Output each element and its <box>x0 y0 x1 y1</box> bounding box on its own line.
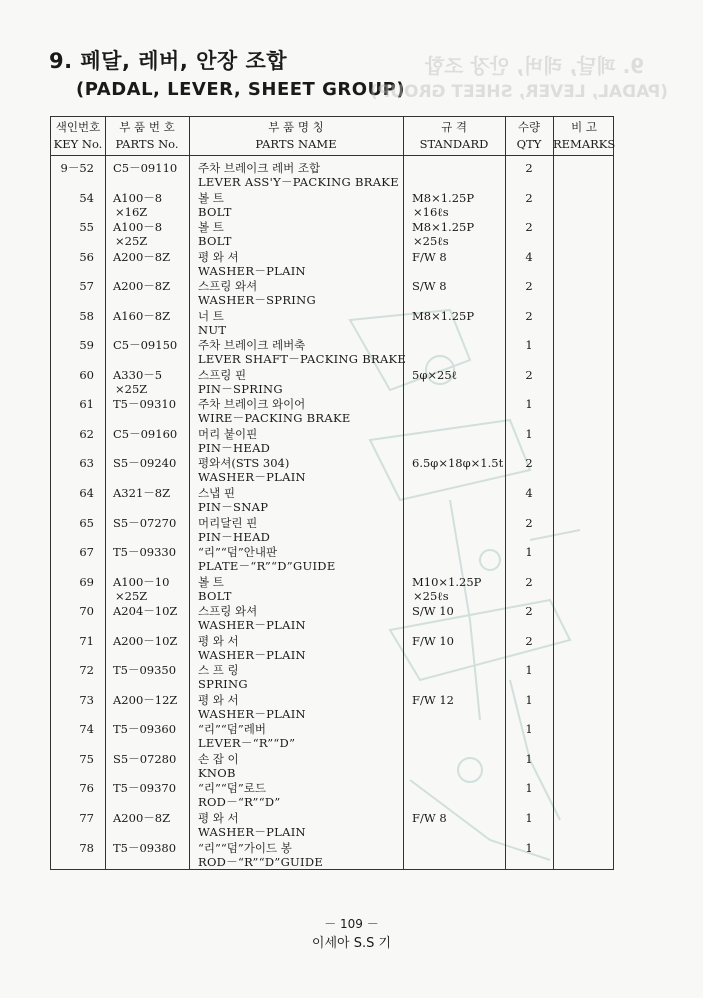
key-no-cell: 59 <box>79 338 94 353</box>
parts-no-suffix-cell: ×25Z <box>115 234 148 249</box>
parts-name-english-cell: BOLT <box>198 204 232 219</box>
table-row <box>51 689 613 719</box>
parts-no-suffix-cell: ×25Z <box>115 588 148 603</box>
key-no-cell: 71 <box>79 633 94 648</box>
table-row <box>51 275 613 308</box>
page-number: － 109 － <box>324 917 379 931</box>
header-key-no: 색인번호 KEY No. <box>53 120 103 151</box>
parts-name-korean-cell: 머리 붙이핀 <box>198 426 258 441</box>
key-no-cell: 74 <box>79 722 94 737</box>
key-no-cell: 73 <box>79 692 94 707</box>
parts-no-cell: A200－8Z <box>113 279 171 294</box>
parts-no-cell: A200－8Z <box>113 811 171 826</box>
parts-name-korean-cell: “리”“덤”가이드 봉 <box>198 840 292 855</box>
key-no-cell: 77 <box>79 811 94 826</box>
parts-no-cell: S5－07270 <box>113 515 177 530</box>
qty-cell: 1 <box>525 338 533 353</box>
parts-name-korean-cell: 평 와 서 <box>198 633 239 648</box>
parts-name-english-cell: PIN－SNAP <box>198 500 269 515</box>
parts-name-english-cell: ROD－“R”“D” <box>198 795 281 810</box>
parts-name-korean-cell: 볼 트 <box>198 220 224 235</box>
standard-cell: F/W 10 <box>412 633 454 648</box>
parts-no-suffix-cell: ×25Z <box>115 381 148 396</box>
bleed-through-subtitle: (PADAL, LEVER, SHEET GROUP) <box>370 82 669 102</box>
parts-no-cell: T5－09370 <box>113 781 177 796</box>
table-row <box>51 630 613 660</box>
parts-no-cell: A321－8Z <box>113 486 171 501</box>
qty-cell: 1 <box>525 545 533 560</box>
parts-no-cell: A330－5 <box>113 367 163 382</box>
table-row <box>51 246 613 276</box>
parts-name-english-cell: BOLT <box>198 234 232 249</box>
key-no-cell: 70 <box>79 604 94 619</box>
table-row <box>51 187 613 217</box>
table-row <box>51 718 613 751</box>
parts-name-korean-cell: 너 트 <box>198 308 224 323</box>
bleed-through-title: 9. 페달, 레버, 안장 조합 <box>425 54 645 78</box>
standard-cell: M8×1.25P <box>412 308 475 323</box>
parts-no-cell: A100－10 <box>113 574 170 589</box>
key-no-cell: 69 <box>79 574 94 589</box>
parts-name-korean-cell: 평 와 서 <box>198 692 239 707</box>
parts-name-english-cell: SPRING <box>198 677 248 692</box>
qty-cell: 1 <box>525 426 533 441</box>
parts-rows <box>51 157 613 869</box>
table-row <box>51 571 613 601</box>
qty-cell: 1 <box>525 663 533 678</box>
qty-cell: 1 <box>525 397 533 412</box>
key-no-cell: 63 <box>79 456 94 471</box>
parts-name-korean-cell: 평와셔(STS 304) <box>198 456 290 471</box>
qty-cell: 1 <box>525 722 533 737</box>
qty-cell: 2 <box>525 633 533 648</box>
parts-name-english-cell: WASHER－PLAIN <box>198 706 306 721</box>
parts-no-cell: T5－09380 <box>113 840 177 855</box>
key-no-cell: 67 <box>79 545 94 560</box>
parts-name-english-cell: PIN－SPRING <box>198 381 283 396</box>
qty-cell: 2 <box>525 515 533 530</box>
table-row <box>51 512 613 542</box>
parts-name-english-cell: NUT <box>198 322 227 337</box>
qty-cell: 2 <box>525 574 533 589</box>
parts-name-english-cell: PLATE－“R”“D”GUIDE <box>198 559 336 574</box>
parts-no-cell: C5－09150 <box>113 338 178 353</box>
header-parts-no: 부 품 번 호 PARTS No. <box>115 120 179 151</box>
header-qty: 수량 QTY <box>516 120 542 151</box>
parts-no-suffix-cell: ×16Z <box>115 204 148 219</box>
parts-name-korean-cell: “리”“덤”안내판 <box>198 545 278 560</box>
qty-cell: 1 <box>525 692 533 707</box>
standard-cell: S/W 10 <box>412 604 454 619</box>
parts-no-cell: A100－8 <box>113 220 163 235</box>
footer-model-name: 이세아 S.S 기 <box>311 936 392 951</box>
key-no-cell: 62 <box>79 426 94 441</box>
table-row <box>51 748 613 778</box>
parts-name-korean-cell: 스프링 핀 <box>198 367 247 382</box>
parts-no-cell: A200－8Z <box>113 249 171 264</box>
parts-name-korean-cell: 평 와 셔 <box>198 249 239 264</box>
parts-name-english-cell: WIRE－PACKING BRAKE <box>198 411 351 426</box>
header-parts-name: 부 품 명 칭 PARTS NAME <box>255 120 337 151</box>
parts-no-cell: A200－10Z <box>113 633 178 648</box>
table-row <box>51 216 613 249</box>
standard-cell: F/W 8 <box>412 249 447 264</box>
parts-table <box>50 116 614 870</box>
parts-name-english-cell: PIN－HEAD <box>198 529 271 544</box>
parts-no-cell: S5－09240 <box>113 456 177 471</box>
key-no-cell: 9－52 <box>60 161 94 175</box>
standard-suffix-cell: ×25ℓs <box>413 234 449 249</box>
qty-cell: 2 <box>525 190 533 205</box>
qty-cell: 2 <box>525 367 533 382</box>
qty-cell: 4 <box>525 249 533 264</box>
table-row <box>51 807 613 840</box>
table-row <box>51 541 613 574</box>
table-row <box>51 364 613 394</box>
standard-cell: F/W 8 <box>412 811 447 826</box>
parts-name-korean-cell: 볼 트 <box>198 574 224 589</box>
standard-suffix-cell: ×16ℓs <box>413 204 449 219</box>
parts-no-cell: T5－09350 <box>113 663 177 678</box>
standard-cell: 6.5φ×18φ×1.5t <box>412 456 504 471</box>
table-row <box>51 482 613 515</box>
standard-cell: 5φ×25ℓ <box>412 367 458 382</box>
table-row <box>51 157 613 187</box>
standard-cell: S/W 8 <box>412 279 447 294</box>
qty-cell: 2 <box>525 456 533 471</box>
parts-name-english-cell: PIN－HEAD <box>198 440 271 455</box>
parts-no-cell: A204－10Z <box>113 604 178 619</box>
parts-no-cell: S5－07280 <box>113 751 177 766</box>
page-subtitle: (PADAL, LEVER, SHEET GROUP) <box>76 79 406 100</box>
key-no-cell: 58 <box>79 308 94 323</box>
qty-cell: 2 <box>525 604 533 619</box>
parts-name-english-cell: WASHER－PLAIN <box>198 825 306 840</box>
parts-no-cell: A200－12Z <box>113 692 178 707</box>
header-divider <box>51 155 613 156</box>
parts-no-cell: C5－09110 <box>113 161 178 175</box>
standard-cell: M8×1.25P <box>412 190 475 205</box>
table-row <box>51 837 613 867</box>
parts-name-english-cell: ROD－“R”“D”GUIDE <box>198 854 324 869</box>
table-row <box>51 452 613 485</box>
qty-cell: 1 <box>525 751 533 766</box>
qty-cell: 2 <box>525 220 533 235</box>
parts-name-english-cell: LEVER SHAFT－PACKING BRAKE <box>198 352 407 367</box>
key-no-cell: 72 <box>79 663 94 678</box>
table-row <box>51 423 613 453</box>
qty-cell: 2 <box>525 161 533 175</box>
table-row <box>51 659 613 692</box>
parts-name-korean-cell: 스 프 링 <box>198 663 239 678</box>
key-no-cell: 65 <box>79 515 94 530</box>
table-row <box>51 393 613 426</box>
parts-name-english-cell: LEVER ASS'Y－PACKING BRAKE <box>198 175 399 189</box>
key-no-cell: 75 <box>79 751 94 766</box>
parts-name-korean-cell: 평 와 서 <box>198 811 239 826</box>
parts-name-korean-cell: 주차 브레이크 와이어 <box>198 397 306 412</box>
parts-name-korean-cell: 스프링 와셔 <box>198 604 258 619</box>
standard-cell: F/W 12 <box>412 692 454 707</box>
parts-name-english-cell: WASHER－SPRING <box>198 293 316 308</box>
qty-cell: 1 <box>525 781 533 796</box>
parts-no-cell: A100－8 <box>113 190 163 205</box>
parts-name-english-cell: LEVER－“R”“D” <box>198 736 296 751</box>
parts-no-cell: T5－09310 <box>113 397 177 412</box>
table-row <box>51 600 613 633</box>
parts-name-korean-cell: 손 잡 이 <box>198 751 239 766</box>
key-no-cell: 61 <box>79 397 94 412</box>
parts-no-cell: A160－8Z <box>113 308 171 323</box>
parts-name-korean-cell: 스냅 핀 <box>198 486 235 501</box>
standard-cell: M8×1.25P <box>412 220 475 235</box>
parts-no-cell: T5－09360 <box>113 722 177 737</box>
parts-name-korean-cell: “리”“덤”레버 <box>198 722 266 737</box>
key-no-cell: 56 <box>79 249 94 264</box>
qty-cell: 2 <box>525 279 533 294</box>
header-standard: 규 격 STANDARD <box>419 120 489 151</box>
parts-name-english-cell: KNOB <box>198 765 236 780</box>
qty-cell: 1 <box>525 840 533 855</box>
parts-name-korean-cell: 주차 브레이크 레버 조합 <box>198 161 321 175</box>
qty-cell: 4 <box>525 486 533 501</box>
header-remarks: 비 고 REMARKS <box>553 120 616 151</box>
key-no-cell: 54 <box>79 190 94 205</box>
parts-name-korean-cell: 주차 브레이크 레버축 <box>198 338 306 353</box>
parts-name-english-cell: WASHER－PLAIN <box>198 618 306 633</box>
parts-name-english-cell: WASHER－PLAIN <box>198 470 306 485</box>
qty-cell: 1 <box>525 811 533 826</box>
table-row <box>51 305 613 335</box>
parts-no-cell: T5－09330 <box>113 545 177 560</box>
table-row <box>51 777 613 810</box>
parts-name-korean-cell: 스프링 와셔 <box>198 279 258 294</box>
parts-name-korean-cell: “리”“덤”로드 <box>198 781 266 796</box>
parts-name-english-cell: WASHER－PLAIN <box>198 647 306 662</box>
standard-suffix-cell: ×25ℓs <box>413 588 449 603</box>
qty-cell: 2 <box>525 308 533 323</box>
key-no-cell: 64 <box>79 486 94 501</box>
page-title: 9. 페달, 레버, 안장 조합 <box>49 49 288 73</box>
parts-no-cell: C5－09160 <box>113 426 178 441</box>
standard-cell: M10×1.25P <box>412 574 482 589</box>
parts-name-korean-cell: 볼 트 <box>198 190 224 205</box>
key-no-cell: 78 <box>79 840 94 855</box>
parts-name-english-cell: BOLT <box>198 588 232 603</box>
key-no-cell: 76 <box>79 781 94 796</box>
key-no-cell: 57 <box>79 279 94 294</box>
key-no-cell: 55 <box>79 220 94 235</box>
parts-name-korean-cell: 머리달린 핀 <box>198 515 258 530</box>
key-no-cell: 60 <box>79 367 94 382</box>
parts-name-english-cell: WASHER－PLAIN <box>198 263 306 278</box>
table-row <box>51 334 613 367</box>
